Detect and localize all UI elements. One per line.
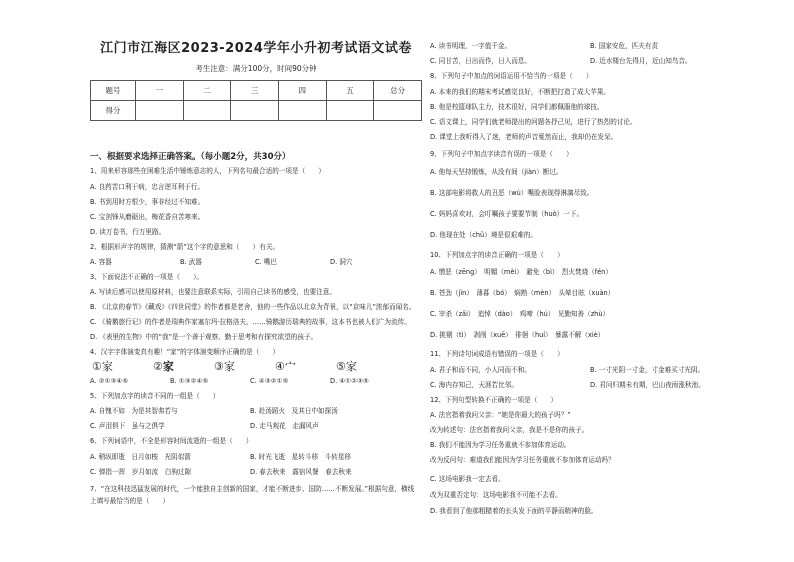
option-line: D. 近水楼台先得月，近山知鸟音。 [590,57,692,65]
option-line: D. 我看到了他那粗糙着的长头发下面的平静而精神的脸。 [430,507,598,515]
score-cell [136,101,184,121]
option-line: B. 赴汤蹈火 及其日中如探汤 [250,407,338,415]
question-line: 1、用来形容那些在困难生活中锤炼意志的人，下列名句最合适的一项是（ ） [90,167,325,175]
option-line: A. 良药苦口利于病，忠言逆耳利于行。 [90,183,205,191]
option-line: A. 稍纵即逝 日月如梭 光阴似箭 [90,453,191,461]
exam-title: 江门市江海区2023-2024学年小升初考试语文试卷 [100,41,412,56]
option-line: A. 容器 [90,258,112,266]
glyph-label: ① [92,360,102,373]
option-line: A. 法官指着我问父亲：“她是你最大的孩子吗？” [430,411,571,419]
option-line: A. 自愧不如 为是其智弗若与 [90,407,178,415]
score-cell: 五 [326,81,374,101]
option-line: D. 《表里的生物》中的“我”是一个善于观察、勤于思考和有探究欲望的孩子。 [90,333,318,341]
score-cell [231,101,279,121]
option-line: D. 课堂上我听得入了迷，老师的声音戛然而止，我却仍在发呆。 [430,133,618,141]
glyph-label: ⑤ [335,360,346,373]
section-heading: 一、根据要求选择正确答案。（每小题2分，共30分） [90,152,291,162]
caoshu-glyph-icon: 家 [345,360,357,373]
option-line: C. 同甘苦，日出而作，日入而息。 [430,57,532,65]
option-line: C. 这场电影我一定去看。 [430,475,505,483]
option-line: B. 《北京的春节》《藏戏》《四世同堂》的作者都是老舍，他的一些作品以北京为背景，以“京味儿”浓郁而闻名。 [90,303,415,311]
option-line: C. 语文课上，同学们就老师提出的问题各抒己见，进行了热烈的讨论。 [430,118,637,126]
kaishu-glyph-icon: 家 [162,360,174,373]
score-cell: 总分 [374,81,422,101]
score-cell [183,101,231,121]
option-line: B. 国家安危，匹夫有责 [590,42,659,50]
score-cell: 一 [136,81,184,101]
score-cell: 四 [278,81,326,101]
question-line: 6、下列词语中，不全是形容时间流逝的一组是（ ） [90,437,253,445]
question-line: 9、下列句子中加点字读音有误的一项是（ ） [430,150,573,158]
option-line: A. 写读后感可以使用原材料，也要注意联系实际，引用自己读书的感受，也要注意。 [90,288,336,296]
option-line: D. ④①②③⑤ [330,377,369,385]
option-line: D. 挑剔（tì） 剥削（xuē） 徘徊（huí） 暴露不解（xiè） [430,331,605,339]
glyph-label: ② [152,360,163,373]
option-line: 改为双重否定句：这场电影我不可能不去看。 [430,491,562,499]
question-line: 7、“在这科技迅猛发展的时代，一个能独自主创新的国家，才能不断进步、国防……不断发展。”根据句意，横线上填写最恰当的是（ ） [90,485,415,505]
option-line: A. 君子和而不同，小人同而不和。 [430,366,531,374]
score-cell: 二 [183,81,231,101]
option-line: C. 嘴巴 [255,258,277,266]
glyph-label: ③ [213,360,224,373]
option-line: B. ①③②④⑤ [170,377,209,385]
score-table-header-row [91,81,422,101]
option-line: B. 武器 [180,258,202,266]
score-cell [326,101,374,121]
option-line: C. 海内存知己，天涯若比邻。 [430,381,518,389]
option-line: A. 他每天坚持锻炼，从没有间（jiàn）断过。 [430,168,563,176]
option-line: B. 我们不能因为学习任务重就不参加体育运动。 [430,441,571,449]
question-line: 12、下列句型转换不正确的一项是（ ） [430,396,558,404]
jiaguwen-glyph-icon: 宀 [284,360,296,373]
score-cell [278,101,326,121]
score-table-score-row [91,101,422,121]
option-line: C. ④③②①⑤ [250,377,289,385]
option-line: A. ②①③④⑤ [90,377,129,385]
score-cell: 三 [231,81,279,101]
option-line: D. 他现在处（chǔ）境是很艰难的。 [430,231,537,239]
option-line: D. 读万卷书，行万里路。 [90,228,166,236]
question-line: 10、下列加点字的读音正确的一项是（ ） [430,251,564,259]
question-line: 8、下列句子中加点的词语运用不恰当的一项是（ ） [430,72,593,80]
option-line: C. 宝剑锋从磨砺出，梅花香自苦寒来。 [90,213,205,221]
option-line: B. 一寸光阴一寸金，寸金难买寸光阴。 [590,366,705,374]
score-cell [374,101,422,121]
option-line: A. 憎恶（zēng） 明媚（mèi） 避免（bì） 烈火焚烧（fén） [430,268,612,276]
glyph-row [92,362,357,373]
seal-glyph-icon: 家 [101,360,113,373]
option-line: B. 苍劲（jìn） 薄暮（bó） 焖熟（mèn） 头晕目眩（xuàn） [430,289,615,297]
score-cell: 题号 [91,81,136,101]
option-line: B. 这部电影将救人的丑恶（wù）嘴脸表现得淋漓尽致。 [430,189,594,197]
option-line: D. 走马观花 走漏风声 [250,422,319,430]
option-line: C. 声泪俱下 虽与之俱学 [90,422,165,430]
option-line: A. 读书明理，一字值千金。 [430,42,512,50]
option-line: D. 春去秋来 露宿风餐 春去秋来 [250,468,352,476]
option-line: C. 弹指一挥 岁月如流 白驹过隙 [90,468,192,476]
option-line: 改为反问句：难道我们能因为学习任务重就不参加体育运动吗？ [430,456,615,464]
question-line: 4、汉字字体演变真有趣！“家”的字体演变顺序正确的是（ ） [90,348,280,356]
option-line: B. 书到用时方恨少，事非经过不知难。 [90,198,205,206]
lishu-glyph-icon: 家 [223,360,235,373]
question-line: 3、下面说法不正确的一项是（ ）。 [90,273,203,281]
option-line: D. 君问归期未有期，巴山夜雨涨秋池。 [590,381,705,389]
option-line: A. 本来的我们的期末考试感觉良好，不断把打造了成大苹果。 [430,88,611,96]
glyph-label: ④ [274,360,285,373]
option-line: C. 宰杀（zǎi） 追悼（dào） 鸡啼（hú） 见勤知善（zhù） [430,310,610,318]
question-line: 2、根据形声字的规律，猜测“箭”这个字的意思和（ ）有关。 [90,243,280,251]
option-line: B. 他是校篮球队主力，技术很好，同学们都佩服他的球技。 [430,103,604,111]
question-line: 11、下列诗句词成语有错误的一项是（ ） [430,350,564,358]
option-line: B. 时光飞逝 星转斗移 斗转星移 [250,453,352,461]
option-line: D. 洞穴 [330,258,353,266]
option-line: C. 妈妈喜欢对，会叮嘱孩子要要节制（huò）一下。 [430,210,584,218]
score-table [90,80,422,121]
score-cell: 得分 [91,101,136,121]
question-line: 5、下列加点字的读音不同的一组是（ ） [90,392,220,400]
exam-notice: 考生注意：满分100分，时间90分钟 [195,64,317,73]
option-line: 改为转述句：法官指着我问父亲，我是不是你的孩子。 [430,426,589,434]
option-line: C. 《骑鹅旅行记》的作者是瑞典作家塞尔玛·拉格洛夫，……骑鹅游历瑞典的故事，这本书也被人们广为流传。 [90,318,411,326]
